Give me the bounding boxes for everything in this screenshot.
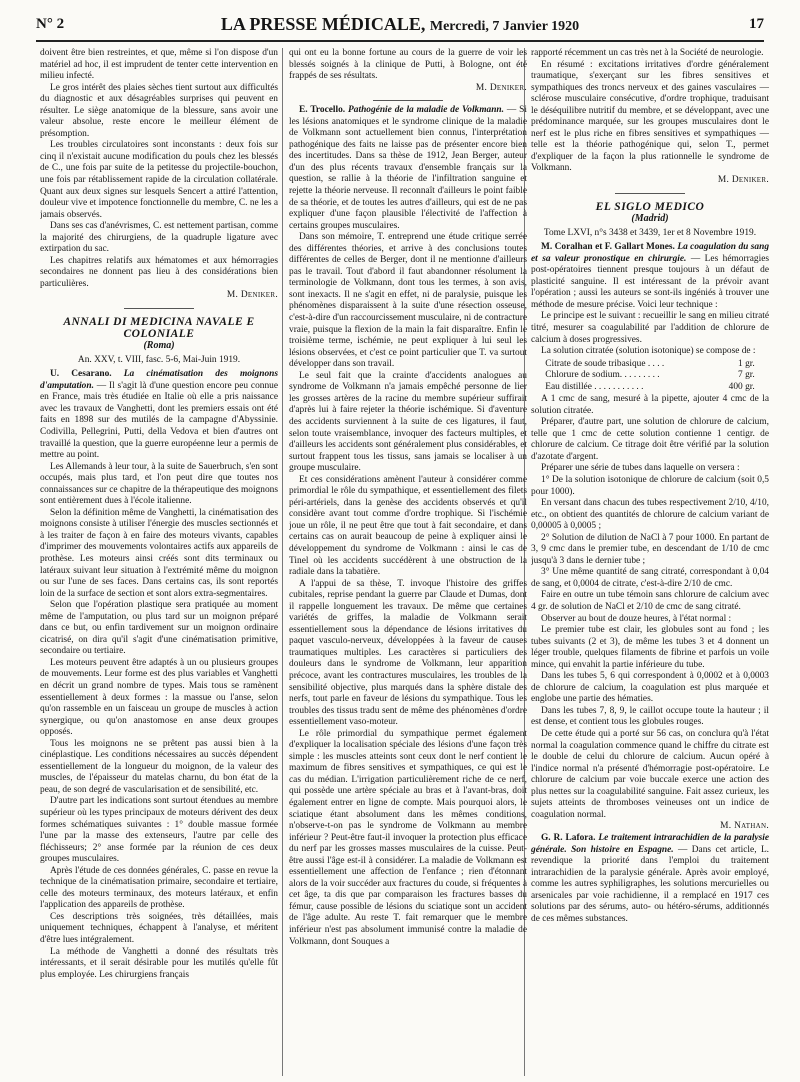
article-author: E. Trocello.: [299, 105, 346, 116]
paragraph: rapporté récemment un cas très net à la Société de neurologie.: [531, 48, 764, 58]
page-folio: 17: [749, 16, 764, 32]
article-author: M. Coralhan et F. Gallart Mones.: [541, 242, 675, 253]
paragraph: Faire en outre un tube témoin sans chlorure de calcium avec 4 gr. de solution de NaCl et 2/10 de cmc de sang citraté.: [531, 590, 769, 613]
paragraph: Dans ses cas d'anévrismes, C. est nettement partisan, comme la majorité des chirurgiens, de la quadruple ligature avec extirpation du sac.: [40, 221, 278, 255]
journal-masthead: [36, 14, 764, 35]
recipe-table: [545, 359, 754, 394]
recipe-item: Citrate de soude tribasique . . . .: [545, 358, 665, 369]
article-abstract: [289, 105, 527, 232]
paragraph: Selon que l'opération plastique sera pratiquée au moment même de l'amputation, ou plus tard sur un moignon préparé dans ce but, ou enfin tardivement sur un moignon ordinaire cicatrisé, on dira qu'il s'agit d'une cinématisation primitive, secondaire ou tertiaire.: [40, 600, 278, 657]
paragraph: Les Allemands à leur tour, à la suite de Sauerbruch, s'en sont occupés, mais plus tard, et l'on peut dire que toutes nos connaissances sur ce chapitre de la thérapeutique des moignons sont entièrement dues à l'école italienne.: [40, 461, 278, 507]
recipe-row: [545, 359, 754, 371]
signature: M. Nathan.: [720, 821, 769, 832]
paragraph: A l'appui de sa thèse, T. invoque l'histoire des griffes cubitales, reprise pendant la guerre par Claude et Dumas, dont il rappelle longuement les travaux. De même que certaines variétés de griffes, la maladie de Volkmann serait essentiellement sous la dépendance de lésions irritatives du paquet vasculo-nerveux, développées à la faveur de causes traumatiques multiples. Les caractères si particuliers des douleurs dans le syndrome de Volkmann, leur apparition précoce, avant les contractures musculaires, les troubles de la sensibilité objective, plus marqués dans la sphère distale des nerfs, tout parle en faveur de lésions du sympathique. Tous les troubles des tissus tradu sent de même des phénomènes d'ordre essentiellement vaso-moteur.: [289, 578, 527, 728]
separator: [373, 100, 443, 101]
paragraph: Préparer une série de tubes dans laquelle on versera :: [541, 463, 740, 474]
paragraph: De cette étude qui a porté sur 56 cas, on conclura qu'à l'état normal la coagulation commence quand le chiffre du citrate est le double de celui du chlorure de calcium. Aucun opéré à l'indice normal n'a présenté d'hémorragie post-opératoire. Le chlorure de calcium par voie buccale exerce une action des plus nettes sur la coagulabilité sanguine. Fait assez curieux, les sujets atteints de thromboses veineuses ont un indice de coagulation normal.: [531, 729, 769, 820]
paragraph: La méthode de Vanghetti a donné des résultats très intéressants, et il serait désirable pour les mutilés qu'elle fût plus employée. Les chirurgiens français: [40, 946, 278, 980]
recipe-qty: 7 gr.: [738, 370, 755, 381]
paragraph: Dans les tubes 5, 6 qui correspondent à 0,0002 et à 0,0003 de chlorure de calcium, la coagulation est plus marquée et englobe une partie des hématies.: [531, 671, 769, 705]
article-text: — Les hémorragies post-opératoires tiennent presque toujours à un défaut de plasticité sanguine. Il est intéressant de la prévoir avant l'opération ; aussi les auteurs se sont-ils ingéniés à trouver une méthode de mesure précise. Voici leur technique :: [531, 253, 769, 310]
article-author: U. Cesarano.: [50, 369, 112, 380]
paragraph: Selon la définition même de Vanghetti, la cinématisation des moignons consiste à utiliser l'énergie des muscles sectionnés et à les traiter de façon à en faire des moteurs vivants, capables d'imprimer des mouvements volontaires actifs aux appareils de prothèse. Les moteurs ainsi créés sont dits terminaux ou latéraux suivant leur situation à l'extrémité même du moignon ou sur l'une de ses faces. Dans certains cas, ils sont reportés loin de la surface de section et sont alors extra-segmentaires.: [40, 507, 278, 599]
article-abstract: [531, 833, 769, 925]
issue-date: Mercredi, 7 Janvier 1920: [429, 19, 580, 34]
paragraph: Ces descriptions très soignées, très détaillées, mais uniquement techniques, échappent à l'analyse, et méritent d'être lues intégralement.: [40, 911, 278, 946]
recipe-item: Chlorure de sodium. . . . . . . . .: [545, 370, 660, 381]
paragraph: Et ces considérations amènent l'auteur à considérer comme primordial le rôle du sympathique, et essentiellement des filets péri-artériels, dans la genèse des accidents observés et qu'il considère avant tout comme d'ordre trophique. Si l'ischémie joue un rôle, il ne peut être que tout à fait secondaire, et dans certains cas on aurait beaucoup de peine à expliquer ainsi le développement du syndrome de Volkmann : ainsi le cas de Tinel où les accidents succédèrent à une obstruction de la radiale dans la tabatière.: [289, 474, 527, 578]
column-left: [40, 48, 278, 1076]
paragraph: En versant dans chacun des tubes respectivement 2/10, 4/10, etc., on obtient des quantités de chlorure de calcium variant de 0,00005 à 0,0005 ;: [531, 498, 769, 532]
paragraph: 2° Solution de dilution de NaCl à 7 pour 1000. En partant de 3, 9 cmc dans le premier tube, en descendant de 1/10 de cmc jusqu'à 3 dans le dernier tube ;: [531, 532, 769, 566]
paragraph: Le gros intérêt des plaies sèches tient surtout aux difficultés du diagnostic et aux désagréables surprises qui peuvent en résulter. Le siège anatomique de la blessure, sans avoir une valeur absolue, reste encore le meilleur élément de présomption.: [40, 82, 278, 139]
separator: [124, 308, 194, 309]
journal-title: LA PRESSE MÉDICALE,: [220, 14, 426, 34]
paragraph: Les troubles circulatoires sont inconstants : deux fois sur cinq il n'existait aucune modification du pouls chez les blessés de C., une fois par suite de la petitesse du projectile-bouchon, une fois par rétablissement rapide de la circulation collatérale. Quant aux deux signes sur lesquels Sencert a attiré l'attention, douleur vive et impotence fonctionnelle du membre, C. ne les a jamais observés.: [40, 140, 278, 220]
column-right: [531, 48, 769, 1076]
recipe-qty: 400 gr.: [728, 381, 755, 392]
paragraph: D'autre part les indications sont surtout étendues au membre supérieur où les types principaux de moteurs dérivent des deux formes schématiques suivantes : 1° double massue formée l'une par la masse des extenseurs, l'autre par celle des fléchisseurs; 2° anse formée par la réunion de ces deux groupes musculaires.: [40, 796, 278, 865]
paragraph: Dans les tubes 7, 8, 9, le caillot occupe toute la hauteur ; il est dense, et contient tous les globules rouges.: [531, 705, 769, 728]
paragraph: Tous les moignons ne se prêtent pas aussi bien à la cinéplastique. Les conditions nécessaires au succès dépendent essentiellement de la longueur du moignon, de la valeur des muscles, de l'épaisseur du matelas charnu, du bon état de la peau, de son degré de vascularisation et de sensibilité, etc.: [40, 738, 278, 795]
recipe-row: [545, 370, 754, 382]
paragraph: 3° Une même quantité de sang citraté, correspondant à 0,04 de sang, et 0,0004 de citrate, c'est-à-dire 2/10 de cmc.: [531, 567, 769, 589]
paragraph: Préparer, d'autre part, une solution de chlorure de calcium, telle que 1 cmc de cette solution contienne 1 centigr. de chlorure de calcium. Ce titrage doit être vérifié par la solution d'azotate d'argent.: [531, 417, 769, 462]
page-header: [36, 14, 764, 36]
paragraph: Les chapitres relatifs aux hématomes et aux hémorragies secondaires ne donnent pas lieu à des considérations bien particulières.: [40, 255, 278, 289]
paragraph: La solution citratée (solution isotonique) se compose de :: [541, 346, 756, 357]
recipe-item: Eau distillée . . . . . . . . . . .: [545, 381, 644, 392]
signature: M. Deniker.: [226, 290, 278, 301]
article-title: Pathogénie de la maladie de Volkmann.: [348, 105, 504, 116]
header-rule: [36, 40, 764, 42]
article-title: La coagulation du sang et sa valeur pronostique en chirurgie.: [531, 242, 769, 264]
paragraph: Après l'étude de ces données générales, C. passe en revue la technique de la cinématisation primaire, secondaire et tertiaire, celle des moteurs terminaux, des moteurs latéraux, et enfin l'application des appareils de prothèse.: [40, 865, 278, 911]
article-abstract: [40, 369, 278, 461]
article-text: — Si les lésions anatomiques et le syndrome clinique de la maladie de Volkmann sont actuellement bien connus, l'interprétation pathogénique des faits ne laisse pas de présenter encore bien des incertitudes. Dans sa thèse de 1912, Jean Berger, auteur d'un des plus récents travaux d'ensemble français sur la question, se rallie à la théorie de l'infiltration sanguine et rejette la théorie nerveuse. Il reconnaît d'ailleurs le point faible de sa théorie, et de toutes les autres d'ailleurs, qui est de ne pas expliquer d'une façon plausible l'électivité de l'affection à certains groupes musculaires.: [289, 105, 527, 231]
paragraph: 1° De la solution isotonique de chlorure de calcium (soit 0,5 pour 1000).: [531, 475, 769, 497]
article-title: La cinématisation des moignons d'amputation.: [40, 369, 278, 391]
section-title: ANNALI DI MEDICINA NAVALE E COLONIALE: [63, 316, 255, 340]
issue-number: N° 2: [36, 16, 65, 32]
paragraph: Le seul fait que la crainte d'accidents analogues au syndrome de Volkmann n'a jamais empêché personne de lier les grosses artères de la racine du membre supérieur suffirait d'après lui à faire rejeter la théorie ischémique. Si d'aventure des accidents surviennent à la suite de ces ligatures, il faut, selon toute vraisemblance, invoquer des facteurs multiples, et d'ailleurs les accidents sont généralement plus considérables, et surtout frappent tous les tissus, sans jamais se localiser à un groupe musculaire.: [289, 370, 527, 474]
column-divider: [282, 48, 283, 1076]
signature: M. Deniker.: [717, 175, 769, 186]
signature: M. Deniker.: [475, 82, 527, 93]
paragraph: En résumé : excitations irritatives d'ordre généralement traumatique, s'exerçant sur les fibres sensitives et sympathiques des troncs nerveux et des gaines vasculaires — sclérose musculaire consécutive, d'ordre trophique, traduisant le déséquilibre nutritif du membre, et se développant, avec une prédominance marquée, sur les groupes musculaires dont le nerf est le plus riche en fibres sensitives et sympathiques — telle est la théorie pathogénique qui, selon T., permet d'expliquer de la façon la plus rationnelle le syndrome de Volkmann.: [531, 59, 769, 174]
article-text: — Dans cet article, L. revendique la priorité dans l'emploi du traitement intrarachidien de la paralysie générale. Après avoir employé, comme les autres syphiligraphes, les solutions mercurielles ou arsenicales par voie rachidienne, il a remplacé en 1917 ces solutions par des sérums, auto- ou hétéro-sérums, additionnés de ces mêmes substances.: [531, 844, 769, 924]
section-city: (Roma): [143, 340, 175, 352]
paragraph: Dans son mémoire, T. entreprend une étude critique serrée des différentes théories, et arrive à des conclusions toutes différentes de celles de Berger, dont il ne mentionne d'ailleurs pas le travail. Tout d'abord il faut abandonner résolument la terminologie de Volkmann, dont tous les termes, à son avis, sont inexacts. Il ne s'agit en effet, ni de paralysie, puisque les phénomènes disparaissent à la suite d'une résection osseuse, c'est-à-dire d'un raccourcissement musculaire, ni de contracture vraie, puisque la flexion de la main la fait disparaître. Enfin le troisième terme, ischémie, ne peut expliquer à lui seul les lésions observées, et c'est ce point particulier que T. va surtout développer dans son travail.: [289, 232, 527, 370]
paragraph: Le rôle primordial du sympathique permet également d'expliquer la localisation spéciale des lésions d'une façon très simple : les muscles atteints sont ceux dont le nerf contient le maximum de fibres sensitives et sympathiques, ce qui est le cas du médian. L'irrigation particulièrement riche de ce nerf, qui possède une artère spéciale au bras et à l'avant-bras, doit également entrer en ligne de compte. Mais pourquoi alors, le sciatique étant absolument dans les mêmes conditions, n'observe-t-on pas le syndrome de Volkmann au membre inférieur ? Peut-être faut-il invoquer la protection plus efficace du nerf par les grosses masses musculaires de la cuisse. Peut-être aussi l'âge est-il à considérer. La maladie de Volkmann est essentiellement une affection de l'enfance ; rien d'étonnant alors de la voir succéder aux fractures du coude, si fréquentes à cet âge, ta dis que par comparaison les fractures basses du fémur, cause possible de lésions du sciatique sont un accident de l'âge adulte. Au reste T. fait remarquer que le membre inférieur n'est pas absolument immunisé contre la maladie de Volkmann, dont Souques a: [289, 728, 527, 947]
paragraph: A 1 cmc de sang, mesuré à la pipette, ajouter 4 cmc de la solution citratée.: [531, 394, 769, 416]
paragraph: Le principe est le suivant : recueillir le sang en milieu citraté titré, mesurer sa coagulabilité par l'addition de chlorure de calcium à doses progressives.: [531, 311, 769, 345]
recipe-qty: 1 gr.: [738, 358, 755, 369]
issue-reference: Tome LXVI, n°s 3438 et 3439, 1er et 8 Novembre 1919.: [543, 227, 757, 238]
section-title: EL SIGLO MEDICO: [595, 200, 705, 213]
section-city: (Madrid): [631, 213, 669, 225]
paragraph: doivent être bien restreintes, et que, même si l'on dispose d'un matériel ad hoc, il est imprudent de tenter cette intervention en milieu infecté.: [40, 48, 278, 82]
article-abstract: [531, 242, 769, 311]
separator: [615, 193, 685, 194]
paragraph: Le premier tube est clair, les globules sont au fond ; les tubes suivants (2 et 3), de même les tubes 3 et 4 donnent un léger trouble, quelques filaments de fibrine et parfois un voile mince, qui envahit la partie inférieure du tube.: [531, 625, 769, 670]
paragraph: Observer au bout de douze heures, à l'état normal :: [541, 613, 732, 624]
issue-reference: An. XXV, t. VIII, fasc. 5-6, Mai-Juin 1919.: [77, 354, 241, 365]
paragraph: qui ont eu la bonne fortune au cours de la guerre de voir les blessés soignés à la clinique de Putti, à Bologne, ont été frappés de ses résultats.: [289, 48, 527, 82]
paragraph: Les moteurs peuvent être adaptés à un ou plusieurs groupes de mouvements. Leur forme est des plus variables et Vanghetti en décrit un grand nombre de types. Mais tous se ramènent essentiellement à deux formes : la massue ou l'anse, selon qu'on rassemble en un faisceau un groupe de muscles à action synergique, ou qu'on anastomose en anse deux groupes opposés.: [40, 657, 278, 738]
column-middle: [289, 48, 527, 1076]
recipe-row: [545, 382, 754, 394]
article-text: — Il s'agit là d'une question encore peu connue en France, mais très étudiée en Italie où elle a pris naissance avec les travaux de Vanghetti, dont les premiers essais ont été faits en 1898 sur des mutilés de la campagne d'Abyssinie. Codivilla, Pellegrini, Putti, della Vedova et bien d'autres ont travaillé la question, que la guerre européenne leur a permis de mettre au point.: [40, 380, 278, 461]
article-author: G. R. Lafora.: [541, 832, 596, 843]
article-title: Le traitement intrarachidien de la paralysie générale. Son histoire en Espagne.: [531, 832, 769, 855]
